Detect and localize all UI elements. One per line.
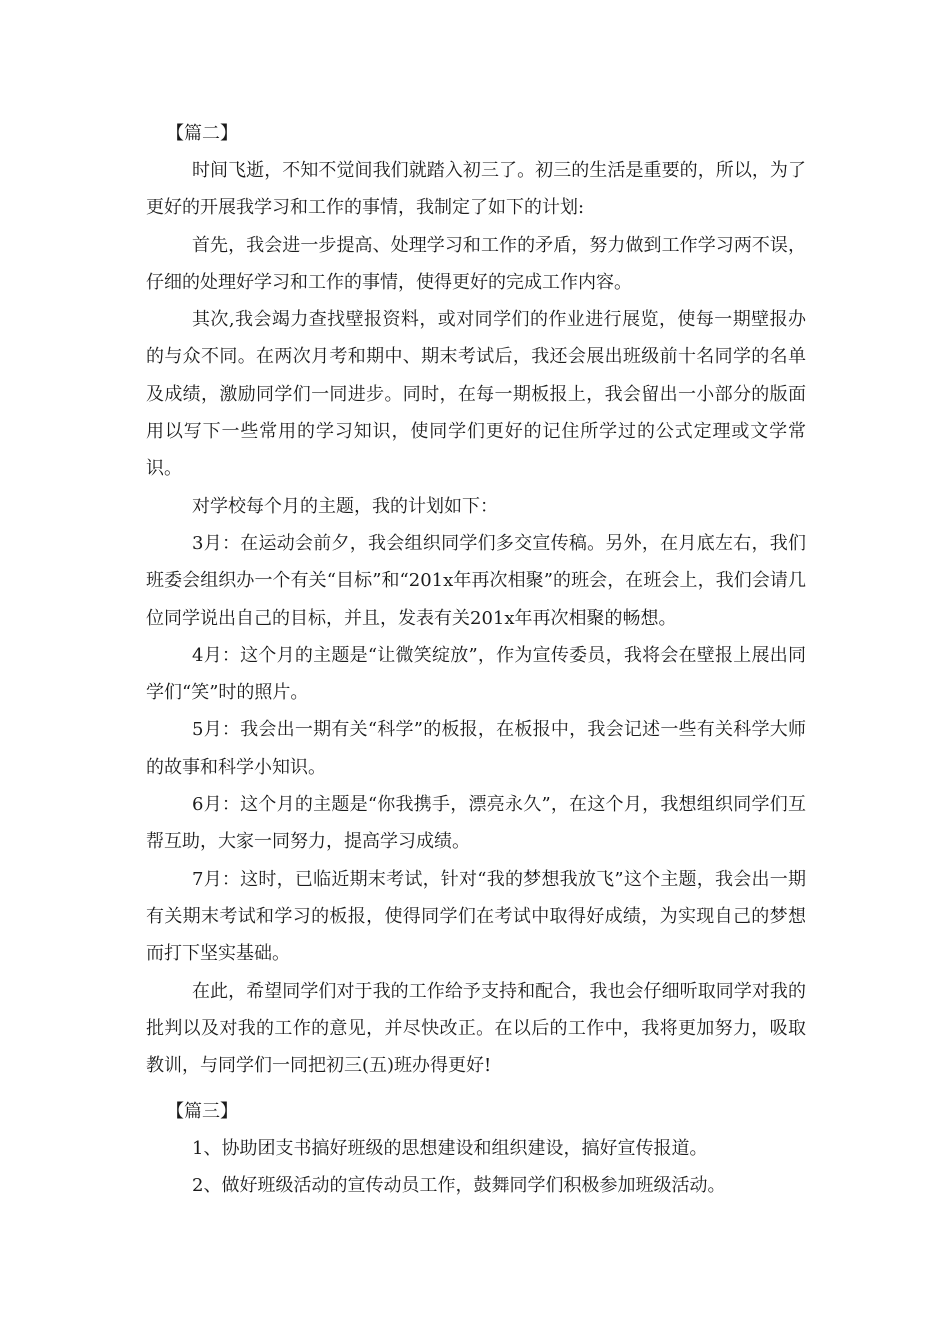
section-2	[146, 115, 806, 1084]
section-heading: 【篇三】	[166, 1101, 238, 1122]
paragraph: 7月：这时，已临近期末考试，针对“我的梦想我放飞”这个主题，我会出一期有关期末考试和学习的板报，使得同学们在考试中取得好成绩，为实现自己的梦想而打下坚实基础。	[146, 868, 806, 965]
paragraph: 5月：我会出一期有关“科学”的板报，在板报中，我会记述一些有关科学大师的故事和科学小知识。	[146, 719, 806, 778]
paragraph: 6月：这个月的主题是“你我携手，漂亮永久”，在这个月，我想组织同学们互帮互助，大家一同努力，提高学习成绩。	[146, 794, 806, 853]
paragraph: 首先，我会进一步提高、处理学习和工作的矛盾，努力做到工作学习两不误，仔细的处理好学习和工作的事情，使得更好的完成工作内容。	[146, 234, 806, 293]
list-item: 2、做好班级活动的宣传动员工作，鼓舞同学们积极参加班级活动。	[192, 1175, 726, 1197]
paragraph: 其次,我会竭力查找壁报资料，或对同学们的作业进行展览，使每一期壁报办的与众不同。在两次月考和期中、期末考试后，我还会展出班级前十名同学的名单及成绩，激励同学们一同进步。同时，在每一期板报上，我会留出一小部分的版面用以写下一些常用的学习知识，使同学们更好的记住所学过的公式定理或文学常识。	[146, 309, 806, 480]
paragraph: 4月：这个月的主题是“让微笑绽放”，作为宣传委员，我将会在壁报上展出同学们“笑”时的照片。	[146, 644, 806, 704]
paragraph: 对学校每个月的主题，我的计划如下：	[192, 495, 498, 517]
section-heading: 【篇二】	[166, 123, 238, 144]
paragraph: 3月：在运动会前夕，我会组织同学们多交宣传稿。另外，在月底左右，我们班委会组织办一个有关“目标”和“201x年再次相聚”的班会，在班会上，我们会请几位同学说出自己的目标，并且，发表有关201x年再次相聚的畅想。	[146, 532, 806, 629]
paragraph: 在此，希望同学们对于我的工作给予支持和配合，我也会仔细听取同学对我的批判以及对我的工作的意见，并尽快改正。在以后的工作中，我将更加努力，吸取教训，与同学们一同把初三(五)班办得更好!	[146, 980, 806, 1077]
section-3	[146, 1093, 806, 1205]
paragraph: 时间飞逝，不知不觉间我们就踏入初三了。初三的生活是重要的，所以，为了更好的开展我学习和工作的事情，我制定了如下的计划:	[146, 160, 806, 219]
list-item: 1、协助团支书搞好班级的思想建设和组织建设，搞好宣传报道。	[192, 1138, 708, 1159]
